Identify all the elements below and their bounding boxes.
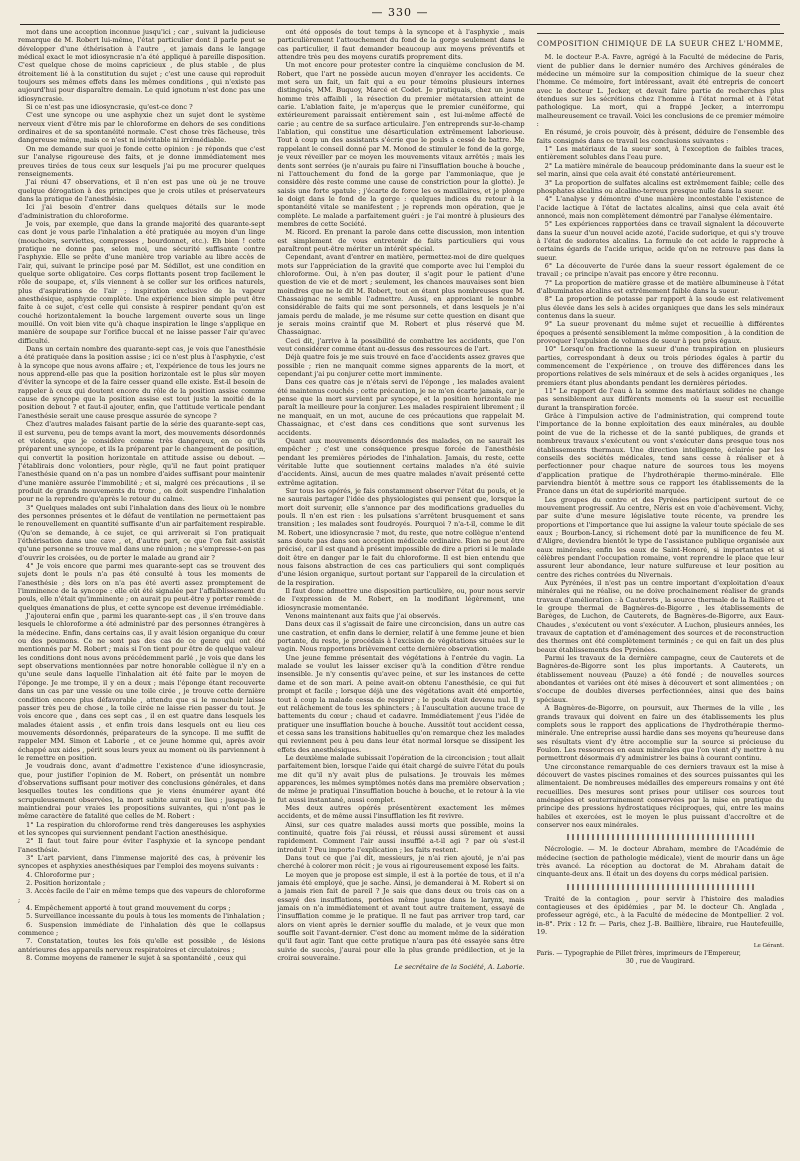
paragraph: 4. Empêchement apporté à tout grand mouvement du corps ; (26, 904, 231, 913)
ornament-divider (567, 834, 754, 840)
paragraph: 2. Position horizontale ; (26, 879, 106, 888)
paragraph: Dans tout ce que j'ai dit, messieurs, je n'ai rien ajouté, je n'ai pas cherché à colorer mon récit ; je vous ai rigoureusement exposé les faits. (277, 854, 525, 871)
paragraph: Un mot encore pour protester contre la cinquième conclusion de M. Robert, que l'art ne possède aucun moyen d'enrayer les accidents. Ce mot sera un fait, un fait qui a eu pour témoins plusieurs internes distingués, MM. Buquoy, Marcé et Codet. Je pratiquais, chez un jeune homme très affaibli , la résection du premier métatarsien atteint de carie. L'ablation faite, je m'aperçus que le premier cunéiforme, qui extérieurement paraissait entièrement sain , est lui-même affecté de carie ; au centre de sa surface articulaire. J'en entreprends sur-le-champ l'ablation, qui constitue une désarticulation extrêmement laborieuse. Tout à coup un des assistants s'écrie que le pouls a cessé de battre. Me rappelant le conseil donné par M. Monod de stimuler le fond de la gorge, je veux réveiller par ce moyen les mouvements vitaux arrêtés ; mais les dents sont serrées (je n'aurais pu faire ni l'insufflation bouche à bouche , ni l'attouchement du fond de la gorge par l'ammoniaque, que je considère dès reste comme une cause de constriction pour la glotte). Je saisis une forte spatule ; j'écarte de force les os maxillaires, et je plonge le doigt dans le fond de la gorge : quelques indices du retour à la spontanéité vitale se manifestent ; je reprends mon opération, que je complète. Le malade a parfaitement guéri : je l'ai montré à plusieurs des membres de cette Société. (277, 61, 525, 228)
column-2 (277, 28, 524, 1153)
text-columns (18, 28, 784, 1153)
paragraph: 11° Le rapport de l'eau à la somme des matériaux solides ne change pas sensiblement aux différents moments où la sueur est recueillie durant la transpiration forcée. (536, 387, 784, 412)
paragraph: 2° Il faut tout faire pour éviter l'asphyxie et la syncope pendant l'anesthésie. (18, 837, 266, 854)
paragraph: Si ce n'est pas une idiosyncrasie, qu'est-ce donc ? (26, 103, 193, 112)
paragraph: 8. Comme moyens de ramener le sujet à sa spontanéité , ceux qui (26, 954, 246, 963)
printer-line: Paris. — Typographie de Pillet frères, imprimeurs de l'Empereur, (536, 950, 741, 958)
paragraph: 3° La proportion de sulfates alcalins est extrêmement faible; celle des phosphates alcalins ou alcalino-terreux presque nulle dans la sueur. (536, 178, 784, 195)
paragraph: 6. Suspension immédiate de l'inhalation dès que le collapsus commence ; (18, 920, 266, 938)
paragraph: Dans deux cas il s'agissait de faire une circoncision, dans un autre cas une castration, et enfin dans le dernier, relatif à une femme jeune et bien portante, du reste, je procédais à l'excision de végétations situées sur le vagin. Nous rapportons brièvement cette dernière observation. (277, 620, 525, 654)
signature: Le secrétaire de la Société, A. Laborie. (394, 962, 525, 971)
column-1 (18, 28, 265, 1153)
paragraph: Ceci dit, j'arrive à la possibilité de combattre les accidents, que l'on veut considérer comme étant au-dessus des ressources de l'art. (277, 336, 525, 354)
divider (537, 33, 784, 34)
paragraph: Mes deux autres opérés présentèrent exactement les mêmes accidents, et de même aussi l'insufflation les fit revivre. (277, 803, 525, 821)
paragraph: M. Ricord. En prenant la parole dans cette discussion, mon intention est simplement de vous entretenir de faits particuliers qui vous paraîtront peut-être mériter un intérêt spécial. (277, 228, 525, 253)
column-3 (537, 28, 784, 1153)
paragraph: On me demande sur quoi je fonde cette opinion : je réponds que c'est sur l'analyse rigoureuse des faits, et je donne immédiatement mes preuves tirées de tous ceux sur lesquels j'ai pu me procurer quelques renseignements. (18, 144, 266, 178)
paragraph: 5° Les expériences rapportées dans ce travail signalent la découverte dans la sueur d'un nouvel acide azoté, l'acide sudorique, et qui s'y trouve à l'état de sudorates alcalins. La formule de cet acide le rapproche à certains égards de l'acide urique, acide qu'on ne retrouve pas dans la sueur. (536, 220, 784, 262)
paragraph: 7° La proportion de matière grasse et de matière albumineuse à l'état d'albuminates alcalins est extrêmement faible dans la sueur. (536, 278, 784, 295)
paragraph: Déjà quatre fois je me suis trouvé en face d'accidents assez graves que possible ; rien ne manquait comme signes apparents de la mort, et cependant j'ai pu conjurer cette mort imminente. (277, 353, 525, 379)
paragraph: Venons maintenant aux faits que j'ai observés. (285, 612, 441, 621)
paragraph: Quant aux mouvements désordonnés des malades, on ne saurait les empêcher ; c'est une conséquence presque forcée de l'anesthésie pendant les premières périodes de l'inhalation. Jamais, du reste, cette véritable lutte que soutiennent certains malades n'a été suivie d'accidents. Ainsi, aucun de mes quatre malades n'avait présenté cette extrême agitation. (277, 436, 525, 487)
paragraph: Parmi les travaux de la dernière campagne, ceux de Cauterets et de Bagnères-de-Bigorre sont les plus importants. A Cauterets, un établissement nouveau (Pauze) a été fondé ; de nouvelles sources abondantes et variées ont été mises à découvert et sont alimentées ; on s'occupe de doubles diverses perfectionnées, ainsi que des bains spéciaux. (536, 654, 784, 704)
paragraph: 1° Les matériaux de la sueur sont, à l'exception de faibles traces, entièrement solubles dans l'eau pure. (536, 145, 784, 162)
paragraph: 1° La respiration du chloroforme rend très dangereuses les asphyxies et les syncopes qui surviennent pendant l'action anesthésique. (18, 820, 266, 837)
paragraph: 2° La matière minérale de beaucoup prédominante dans la sueur est le sel marin, ainsi que cela avait été constaté antérieurement. (536, 161, 784, 179)
ornament-divider (567, 884, 754, 890)
paragraph: 8° La proportion de potasse par rapport à la soude est relativement plus élevée dans les sels à acides organiques que dans les sels minéraux contenus dans la sueur. (536, 295, 784, 320)
paragraph: 3. Accès facile de l'air en même temps que des vapeurs de chloroforme ; (18, 887, 266, 904)
paragraph: Cependant, avant d'entrer en matière, permettez-moi de dire quelques mots sur l'appréciation de la gravité que comporte avec lui l'emploi du chloroforme. Oui, à n'en pas douter, il s'agit pour le patient d'une question de vie et de mort ; seulement, les chances mauvaises sont bien moindres que ne le dit M. Robert, tout en étant plus nombreuses que M. Chassaignac ne semble l'admettre. Aussi, en approciant le nombre considérable de faits qui me sont personnels, et dans lesquels je n'ai jamais perdu de malade, je me résume sur cette question en disant que je serais moins craintif que M. Robert et plus réservé que M. Chassaignac. (277, 253, 525, 337)
paragraph: J'ai réuni 47 observations, et il n'en est pas une où je ne trouve quelque dérogation à des principes que je crois utiles et préservateurs dans la pratique de l'anesthésie. (18, 178, 266, 203)
paragraph: ont été opposés de tout temps à la syncope et à l'asphyxie , mais particulièrement l'attouchement du fond de la gorge seulement dans le cas particulier, il faut demander beaucoup aux moyens préventifs et attendre très peu des moyens curatifs proprement dits. (277, 28, 525, 62)
paragraph: 7. Constatation, toutes les fois qu'elle est possible , de lésions antérieures des appareils nerveux respiratoires et circulatoires ; (18, 937, 266, 954)
paragraph: Le moyen que je propose est simple, il est à la portée de tous, et il n'a jamais été employé, que je sache. Ainsi, je demanderai à M. Robert si on a jamais rien fait de pareil ? Je sais que dans deux ou trois cas on a essayé des insufflations, portées même jusque dans le larynx, mais jamais on n'a immédiatement et avant tout autre traitement, essayé de l'insufflation comme je le pratique. Il ne faut pas arriver trop tard, car alors on vient après le dernier souffle du malade, et je veux que mon souffle soit l'avant-dernier. C'est donc au moment même de la sidération qu'il faut agir. Tant que cette pratique n'aura pas été essayée sans être suivie de succès, j'aurai pour elle la plus grande prédilection, et je la croirai souveraine. (277, 870, 525, 963)
paragraph: 5. Surveillance incessante du pouls à tous les moments de l'inhalation ; (26, 912, 265, 921)
paragraph: 4° Je vois encore que parmi mes quarante-sept cas se trouvent des sujets dont le pouls n'a pas été consulté à tous les moments de l'anesthésie ; dès lors on n'a pas été averti assez promptement de l'imminence de la syncope : elle eût été signalée par l'affaiblissement du pouls, elle n'était qu'imminente ; on aurait pu peut-être y porter remède : quelques émanations de plus, et cette syncope est devenue irrémédiable. (18, 562, 266, 612)
necrology-note: Nécrologie. — M. le docteur Abraham, membre de l'Académie de médecine (section de pathologie médicale), vient de mourir dans un âge très avancé. La réception au doctorat de M. Abraham datait de cinquante-deux ans. Il était un des doyens du corps médical parisien. (536, 845, 784, 879)
paragraph: Aux Pyrénées, il n'est pas un centre important d'exploitation d'eaux minérales qui ne réalise, ou ne doive prochainement réaliser de grands travaux d'amélioration : à Cauterets , la source thermale de la Raillère et le groupe thermal de Bagnères-de-Bigorre , les établissements de Barèges, de Luchon, de Cauterets, de Bagnères-de-Bigorre, aux Eaux-Chaudes , s'exécutent ou vont s'exécuter. A Luchon, plusieurs années, les travaux de captation et d'aménagement des sources et de reconstruction des thermes ont été complètement terminés ; ce qui en fait un des plus beaux établissements des Pyrénées. (536, 579, 784, 654)
gerant-label: Le Gérant. (753, 943, 784, 950)
paragraph: Ainsi, sur ces quatre malades aussi morts que possible, moins la continuité, quatre fois j'ai réussi, et réussi aussi sûrement et aussi rapidement. Comment l'air aussi insufflé a-t-il agi ? par où s'est-il introduit ? Peu importe l'explication ; les faits restent. (277, 820, 525, 854)
paragraph: C'est une syncope ou une asphyxie chez un sujet dont le système nerveux vient d'être mis par le chloroforme en dehors de ses conditions ordinaires et de sa spontanéité normale. C'est chose très fâcheuse, très dangereuse même, mais ce n'est ni inévitable ni irrémédiable. (18, 111, 266, 145)
paragraph: Une circonstance remarquable de ces derniers travaux est la mise à découvert de vastes piscines romaines et des sources puissantes qui les alimentaient. De nombreuses médailles des empereurs romains y ont été recueillies. Des mesures sont prises pour utiliser ces sources tout aménagées et souterrainement conservées par la mise en pratique du principe des pressions hydrostatiques réciproques, qui, entre les mains habiles et exercées, est le moyen le plus puissant d'accroître et de conserver nos eaux minérales. (536, 762, 784, 829)
paragraph: Le deuxième malade subissait l'opération de la circoncision ; tout allait parfaitement bien, lorsque l'aide qui était chargé de suivre l'état du pouls me dit qu'il n'y avait plus de pulsations. Je trouvais les mêmes apparences, les mêmes symptômes notés dans ma première observation ; de même je pratiquai l'insufflation bouche à bouche, et le retour à la vie fut aussi instantané, aussi complet. (277, 753, 525, 804)
paragraph: mot dans une acception inconnue jusqu'ici ; car , suivant la judicieuse remarque de M. Robert lui-même, l'état particulier dont il parle peut se développer d'une éthérisation à l'autre , et jamais dans le langage médical exact le mot idiosyncrasie n'a été appliqué à pareille disposition. C'est quelque chose de moins capricieux , de plus stable , de plus étroitement lié à la constitution du sujet ; c'est une cause qui reproduit toujours ses mêmes effets dans les mêmes conditions , qui n'existe pas aujourd'hui pour disparaître demain. Le quid ignotum n'est donc pas une idiosyncrasie. (18, 28, 266, 103)
page-header (20, 6, 780, 25)
book-notice: Traité de la contagion , pour servir à l'histoire des maladies contagieuses et des épidémies , par M. le docteur Ch. Anglada , professeur agrégé, etc., à la Faculté de médecine de Montpellier. 2 vol. in-8°. Prix : 12 fr. — Paris, chez J.-B. Baillière, libraire, rue Hautefeuille, 19. (536, 894, 784, 937)
printer-address: 30 , rue de Vaugirard. (625, 958, 695, 966)
paragraph: 10° Lorsqu'on fractionne la sueur d'une transpiration en plusieurs parties, correspondant à deux ou trois périodes égales à partir du commencement de l'expérience , on trouve des différences dans les proportions relatives de sels minéraux et de sels à acides organiques , les premiers étant plus abondants pendant les dernières périodes. (536, 345, 784, 387)
paragraph: Je voudrais donc, avant d'admettre l'existence d'une idiosyncrasie, que, pour justifier l'opinion de M. Robert, on présentât un nombre d'observations suffisant pour motiver des conclusions générales, et dans lesquelles toutes les conditions que je viens énumérer ayant été scrupuleusement observées, la mort subite aurait eu lieu ; jusque-là je maintiendrai pour vraies les propositions suivantes, qui n'ont pas le même caractère de fatalité que celles de M. Robert : (18, 762, 266, 821)
paragraph: 6° La découverte de l'urée dans la sueur ressort également de ce travail ; ce principe n'avait pas encore y être reconnu. (536, 261, 784, 279)
paragraph: Sur tous les opérés, je fais constamment observer l'état du pouls, et je ne saurais partager l'idée des physiologistes qui pensent que, lorsque la mort doit survenir, elle s'annonce par des modifications graduelles du pouls. Il n'en est rien : les pulsations s'arrêtent brusquement et sans transition ; les malades sont foudroyés. Pourquoi ? n'a-t-il, comme le dit M. Robert, une idiosyncrasie ? mot, du reste, que notre collègue n'entend sans doute pas dans son acception médicale ordinaire. Rien ne peut être précisé, car il est quand à présent impossible de dire a priori si le malade doit être en danger par le fait du chloroforme. Il est bien entendu que nous faisons abstraction de ces cas particuliers qui sont compliqués d'une lésion organique, surtout portant sur l'appareil de la circulation et de la respiration. (277, 486, 525, 587)
section-title: COMPOSITION CHIMIQUE DE LA SUEUR CHEZ L'HOMME, (537, 40, 784, 48)
paragraph: Je vois, par exemple, que dans la grande majorité des quarante-sept cas dont je vous parle l'inhalation a été pratiquée au moyen d'un linge (mouchoirs, serviettes, compresses , bourdonnet, etc.). Eh bien ! cette pratique ne donne pas, selon moi, une sécurité suffisante contre l'asphyxie. Elle se prête d'une manière trop variable au libre accès de l'air, qui, suivant le principe posé par M. Sédillot, est une condition en quelque sorte obligatoire. Ces corps flottants posent trop facilement le rôle de soupape, et, s'ils viennent à se coller sur les orifices naturels, plus d'aspirations de l'air ; inspiration exclusive de la vapeur anesthésique, asphyxie complète. Une expérience bien simple peut être faite à ce sujet, c'est celle qui consiste à respirer pendant qu'on est couché horizontalement la bouche largement ouverte sous un linge mouillé. On voit bien vite qu'à chaque inspiration le linge s'applique en manière de soupape sur l'orifice buccal et ne laisse passer l'air qu'avec difficulté. (18, 219, 266, 345)
paragraph: Grâce à l'impulsion active de l'administration, qui comprend toute l'importance de la bonne exploitation des eaux minérales, au double point de vue de la richesse et de la santé publiques, de grands et nombreux travaux s'exécutent ou vont s'exécuter dans presque tous nos établissements thermaux. Une direction intelligente, éclairée par les conseils des sociétés médicales, tend sans cesse à réaliser et à perfectionner pour chaque nature de sources tous les moyens d'application pratique de l'hydrothérapie thermo-minérale. Elle parviendra bientôt à mettre sous ce rapport les établissements de la France dans un état de supériorité marquée. (536, 412, 784, 496)
paragraph: En résumé, je crois pouvoir, dès à présent, déduire de l'ensemble des faits consignés dans ce travail les conclusions suivantes : (536, 128, 784, 145)
page-number: — 330 — (371, 6, 429, 19)
paragraph: 9° La sueur provenant du même sujet et recueillie à différentes époques a présenté sensiblement la même composition , à la condition de provoquer l'expulsion de volumes de sueur à peu près égaux. (536, 320, 784, 346)
imprint (537, 942, 784, 966)
paragraph: 4° L'analyse y démontre d'une manière incontestable l'existence de l'acide lactique à l'état de lactates alcalins, ainsi que cela avait été annoncé, mais non complètement démontré par l'analyse élémentaire. (536, 195, 784, 220)
paragraph: 3° L'art parvient, dans l'immense majorité des cas, à prévenir les syncopes et asphyxies anesthésiques par l'emploi des moyens suivants : (18, 854, 266, 871)
paragraph: A Bagnères-de-Bigorre, on poursuit, aux Thermes de la ville , les grands travaux qui doivent en faire un des établissements les plus complets sous le rapport des applications de l'hydrothérapie thermo-minérale. Une entreprise aussi hardie dans ses moyens qu'heureuse dans ses résultats vient d'y être accomplie sur la source si précieuse du Foulon. Les ressources en eaux minérales que l'on vient d'y mettre à nu permettront désormais d'y administrer les bains à courant continu. (536, 704, 784, 763)
paragraph: 4. Chloroforme pur ; (26, 870, 95, 879)
paragraph: Il faut donc admettre une disposition particulière, ou, pour nous servir de l'expression de M. Robert, en la modifiant légèrement, une idiosyncrasie momentanée. (277, 587, 525, 612)
paragraph: Dans ces quatre cas je n'étais servi de l'éponge , les malades avaient été maintenus couchés ; cette précaution, je ne m'en écarte jamais, car je pense que la mort survient par syncope, et la position horizontale me paraît la meilleure pour la conjurer. Les malades respiraient librement ; il ne manquait, en un mot, aucune de ces précautions que rappelait M. Chassaignac, et c'est dans ces conditions que sont survenus les accidents. (277, 378, 525, 437)
paragraph: 3° Quelques malades ont subi l'inhalation dans des lieux où le nombre des personnes présentes et le défaut de ventilation ne permettaient pas le renouvellement en quantité suffisante d'un air parfaitement respirable. (Qu'on se demande, à ce sujet, ce qui arriverait si l'on pratiquait l'éthérisation dans une cave , et, d'autre part, ce que l'on fait assistât qu'une personne se trouve mal dans une réunion ; ne s'empresse-t-on pas d'ouvrir les croisées, ou de porter le malade au grand air ? (18, 503, 266, 562)
paragraph: Dans un certain nombre des quarante-sept cas, je vois que l'anesthésie a été pratiquée dans la position assise ; ici ce n'est plus à l'asphyxie, c'est à la syncope que nous avons affaire ; et, l'expérience de tous les jours ne nous apprend-elle pas que la position horizontale est le plus sûr moyen d'éviter la syncope et de la faire cesser quand elle existe. Est-il besoin de rappeler à ceux qui doutent encore du rôle de la position assise comme cause de syncope que la position assise est tout juste la moitié de la position debout ? et faut-il ajouter, enfin, que l'attitude verticale pendant l'anesthésie serait une cause presque assurée de syncope ? (18, 345, 266, 420)
paragraph: Chez d'autres malades faisant partie de la série des quarante-sept cas, il est survenu, peu de temps avant la mort, des mouvements désordonnés et violents, que je considère comme très dangereux, en ce qu'ils préparent une syncope, et ils la préparent par le changement de position, qui convertit la position horizontale en attitude assise ou debout. — J'établirais donc volontiers, pour règle, qu'il ne faut point pratiquer l'anesthésie quand on n'a pas un nombre d'aides suffisant pour maintenir d'une manière assurée l'immobilité ; et si, malgré ces précautions , il se produit de grands mouvements du tronc , on doit suspendre l'inhalation pour ne la reprendre qu'après le retour du calme. (18, 420, 266, 504)
paragraph: Les groupes du centre et des Pyrénées participent surtout de ce mouvement progressif. Au centre, Néris est en voie d'achèvement. Vichy, par suite d'une mesure législative toute récente, va prendre les proportions et l'importance que lui assigne la valeur toute spéciale de ses eaux ; Bourbon-Lancy, si richement doté par la munificence de feu M. d'Aligre, deviendra bientôt le type de l'assistance publique organisée aux eaux minérales; enfin les eaux de Saint-Honoré, si importantes et si célèbres pendant l'occupation romaine, vont reprendre le place que leur assurent leur abondance, leur nature sulfureuse et leur position au centre des riches contrées du Nivernais. (536, 495, 784, 579)
paragraph: Ici j'ai besoin d'entrer dans quelques détails sur le mode d'administration du chloroforme. (18, 203, 266, 220)
paragraph: J'ajouterai enfin que , parmi les quarante-sept cas , il s'en trouve dans lesquels le chloroforme a été administré par des personnes étrangères à la médecine. Enfin, dans certains cas, il y avait lésion organique du cœur ou des poumons. Ce ne sont pas des cas de ce genre qui ont été mentionnés par M. Robert ; mais si l'on tient pour être de quelque valeur les conditions dont nous avons précédemment parlé , je vois que dans les sept observations mentionnées par notre honorable collègue il n'y en a qu'une seule dans laquelle l'inhalation ait été faite par le moyen de l'éponge. Je me trompe, il y en a deux ; mais l'éponge étant recouverte dans un cas par une vessie ou une toile cirée , je trouve cette dernière condition encore plus défavorable , attendu que si le mouchoir laisse passer très peu de chose , la toile cirée ne laisse rien passer du tout. Je vois encore que , dans ces sept cas , il en est quatre dans lesquels les malades étaient assis , et enfin trois dans lesquels ont eu lieu ces mouvements désordonnés, préparateurs de la syncope. Il me suffit de rappeler MM. Simon et Laborie , et ce jeune homme qui, après avoir échappé aux aides , périt sous leurs yeux au moment où ils parviennent à le remettre en position. (18, 612, 266, 762)
paragraph: Une jeune femme présentait des végétations à l'entrée du vagin. La malade se voulut les laisser exciser qu'à la condition d'être rendue insensible. Je n'y consentis qu'avec peine, et sur les instances de cette dame et de son mari. A peine avait-on obtenu l'anesthésie, ce qui fut prompt et facile ; lorsque déjà une des végétations avait été emportée, tout à coup la malade cessa de respirer ; le pouls était devenu nul. Il y eut relâchement de tous les sphincters ; à l'auscultation aucune trace de battements du cœur ; chaud et cadavre. Immédiatement j'eus l'idée de pratiquer une insufflation bouche à bouche. Aussitôt tout accident cessa, et cessa sans les transitions habituelles qu'on remarque chez les malades qui reviennent peu à peu dans leur état normal lorsque se dissipent les effets des anesthésiques. (277, 653, 525, 754)
paragraph: M. le docteur P.-A. Favre, agrégé à la Faculté de médecine de Paris, vient de publier dans le dernier numéro des Archives générales de médecine un mémoire sur la composition chimique de la sueur chez l'homme. Ce mémoire, fort intéressant, avait été entrepris de concert avec le docteur L. Jecker, et devait faire partie de recherches plus étendues sur les sécrétions chez l'homme à l'état normal et à l'état pathologique. La mort, qui a frappé Jecker, a interrompu malheureusement ce travail. Voici les conclusions de ce premier mémoire : (536, 53, 784, 129)
